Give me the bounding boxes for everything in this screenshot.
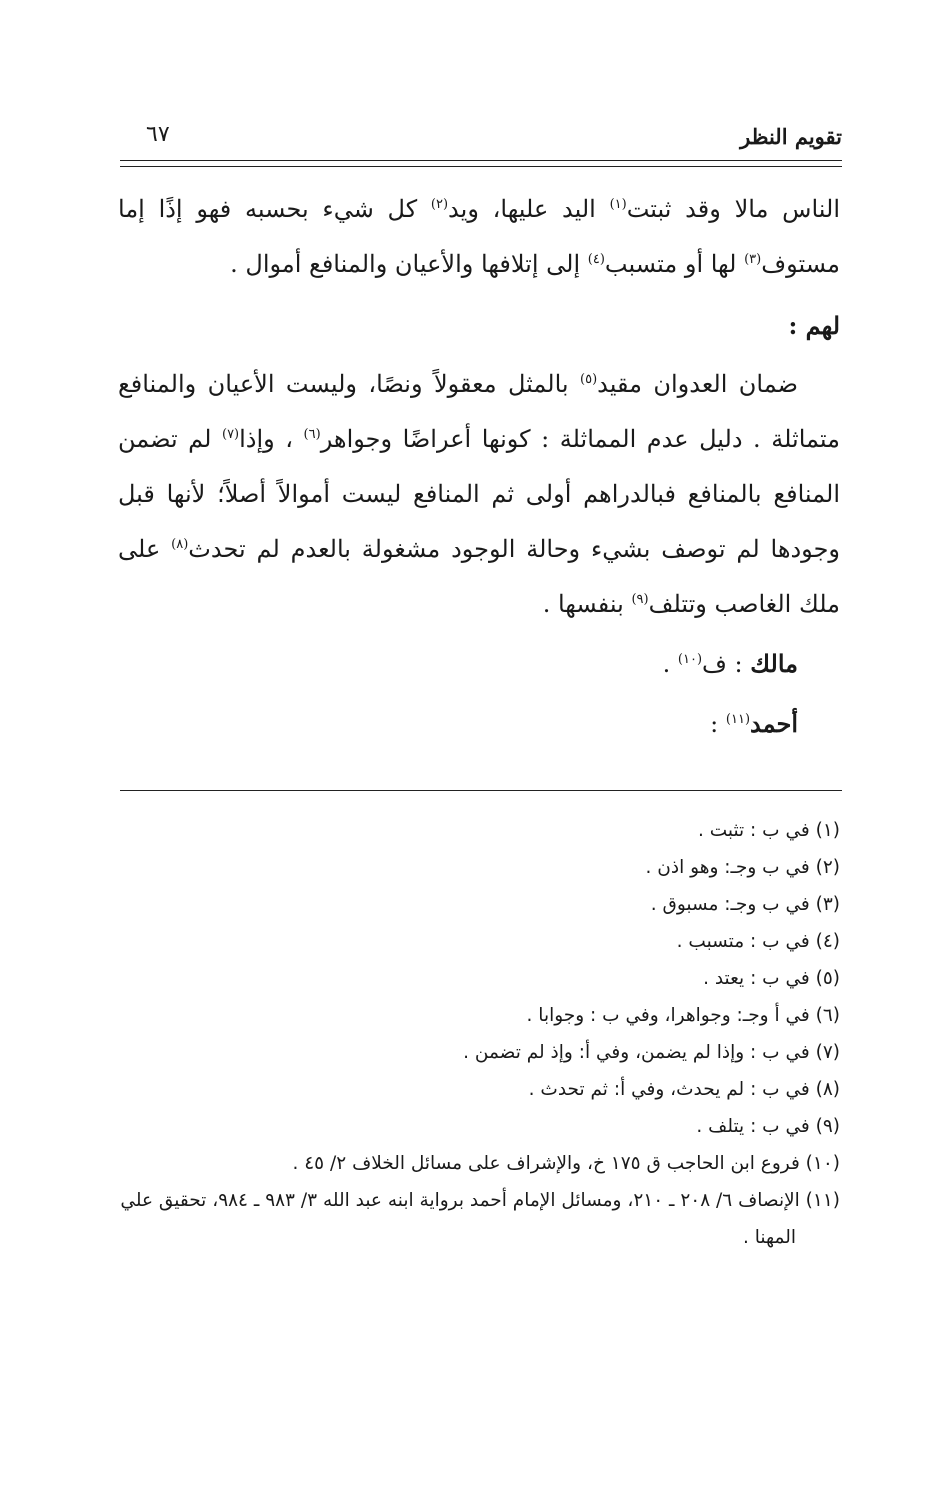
- footnote-ref-7: (٧): [221, 427, 240, 442]
- paragraph-2: [118, 357, 840, 632]
- footnote-5: (٥) في ب : يعتد .: [703, 968, 840, 989]
- footnote-ref-3: (٣): [744, 252, 762, 267]
- footnote-ref-5: (٥): [580, 372, 598, 387]
- footnote-7: (٧) في ب : وإذا لم يضمن، وفي أ: وإذ لم تضمن .: [463, 1042, 840, 1063]
- text-segment: ، وإذا: [239, 425, 304, 453]
- footnote-ref-9: (٩): [631, 592, 649, 607]
- text-segment: اليد عليها، ويد: [448, 195, 610, 223]
- footnote-4: (٤) في ب : متسبب .: [676, 931, 840, 952]
- footnote-ref-10: (١٠): [677, 652, 703, 667]
- text-segment: بالمثل معقولاً ونصًا، وليست الأعيان والمنافع متماثلة . دليل عدم المماثلة : كونها أعراضًا وجواهر: [118, 370, 840, 453]
- paragraph-1: [118, 182, 840, 292]
- footnotes: [112, 812, 840, 1256]
- malik-line: [118, 636, 840, 692]
- footnote-ref-11: (١١): [725, 712, 751, 727]
- text-segment: : ف: [702, 650, 751, 678]
- text-segment: لم تضمن المنافع بالمنافع فبالدراهم أولى ثم المنافع ليست أموالاً أصلاً؛ لأنها قبل وجودها لم توصف بشيء وحالة الوجود مشغولة بالعدم لم تحدث: [118, 425, 840, 563]
- running-title: تقويم النظر: [740, 124, 842, 149]
- text-segment: على ملك الغاصب وتتلف: [118, 535, 840, 618]
- footnote-ref-6: (٦): [303, 427, 321, 442]
- ahmad-line: [118, 696, 840, 752]
- footnote-9: (٩) في ب : يتلف .: [696, 1116, 840, 1137]
- footnote-ref-4: (٤): [587, 252, 605, 267]
- footnote-2: (٢) في ب وجـ: وهو اذن .: [645, 857, 840, 878]
- header-rule-secondary: [120, 166, 842, 167]
- footnote-10: (١٠) فروع ابن الحاجب ق ١٧٥ خ، والإشراف على مسائل الخلاف ٢/ ٤٥ .: [292, 1153, 840, 1174]
- text-segment: بنفسها .: [542, 590, 632, 618]
- page-header: [120, 118, 842, 158]
- school-name-ahmad: أحمد: [750, 709, 798, 738]
- text-segment: الناس مالا وقد ثبتت: [626, 195, 841, 223]
- page-number: ٦٧: [146, 122, 170, 147]
- heading-lahum: لهم :: [788, 311, 840, 340]
- text-segment: لها أو متسبب: [604, 250, 745, 278]
- footnote-ref-1: (١): [609, 197, 627, 212]
- footnote-11: (١١) الإنصاف ٦/ ٢٠٨ ـ ٢١٠، ومسائل الإمام أحمد برواية ابنه عبد الله ٣/ ٩٨٣ ـ ٩٨٤، تحقيق علي المهنا .: [120, 1190, 840, 1248]
- footnote-1: (١) في ب : تثبت .: [697, 820, 840, 841]
- text-segment: إلى إتلافها والأعيان والمنافع أموال .: [230, 250, 588, 278]
- footnote-rule: [120, 790, 842, 791]
- footnote-8: (٨) في ب : لم يحدث، وفي أ: ثم تحدث .: [528, 1079, 840, 1100]
- header-rule: [120, 160, 842, 161]
- footnote-ref-8: (٨): [171, 537, 189, 552]
- footnote-3: (٣) في ب وجـ: مسبوق .: [650, 894, 840, 915]
- text-segment: .: [662, 650, 678, 678]
- footnote-6: (٦) في أ وجـ: وجواهرا، وفي ب : وجوابا .: [526, 1005, 840, 1026]
- main-text: [118, 182, 840, 752]
- text-segment: كل شيء بحسبه فهو إذًا إما مستوف: [118, 195, 840, 278]
- footnote-ref-2: (٢): [430, 197, 449, 212]
- text-segment: :: [710, 710, 726, 738]
- school-name-malik: مالك: [750, 649, 798, 678]
- text-segment: ضمان العدوان مقيد: [597, 370, 798, 398]
